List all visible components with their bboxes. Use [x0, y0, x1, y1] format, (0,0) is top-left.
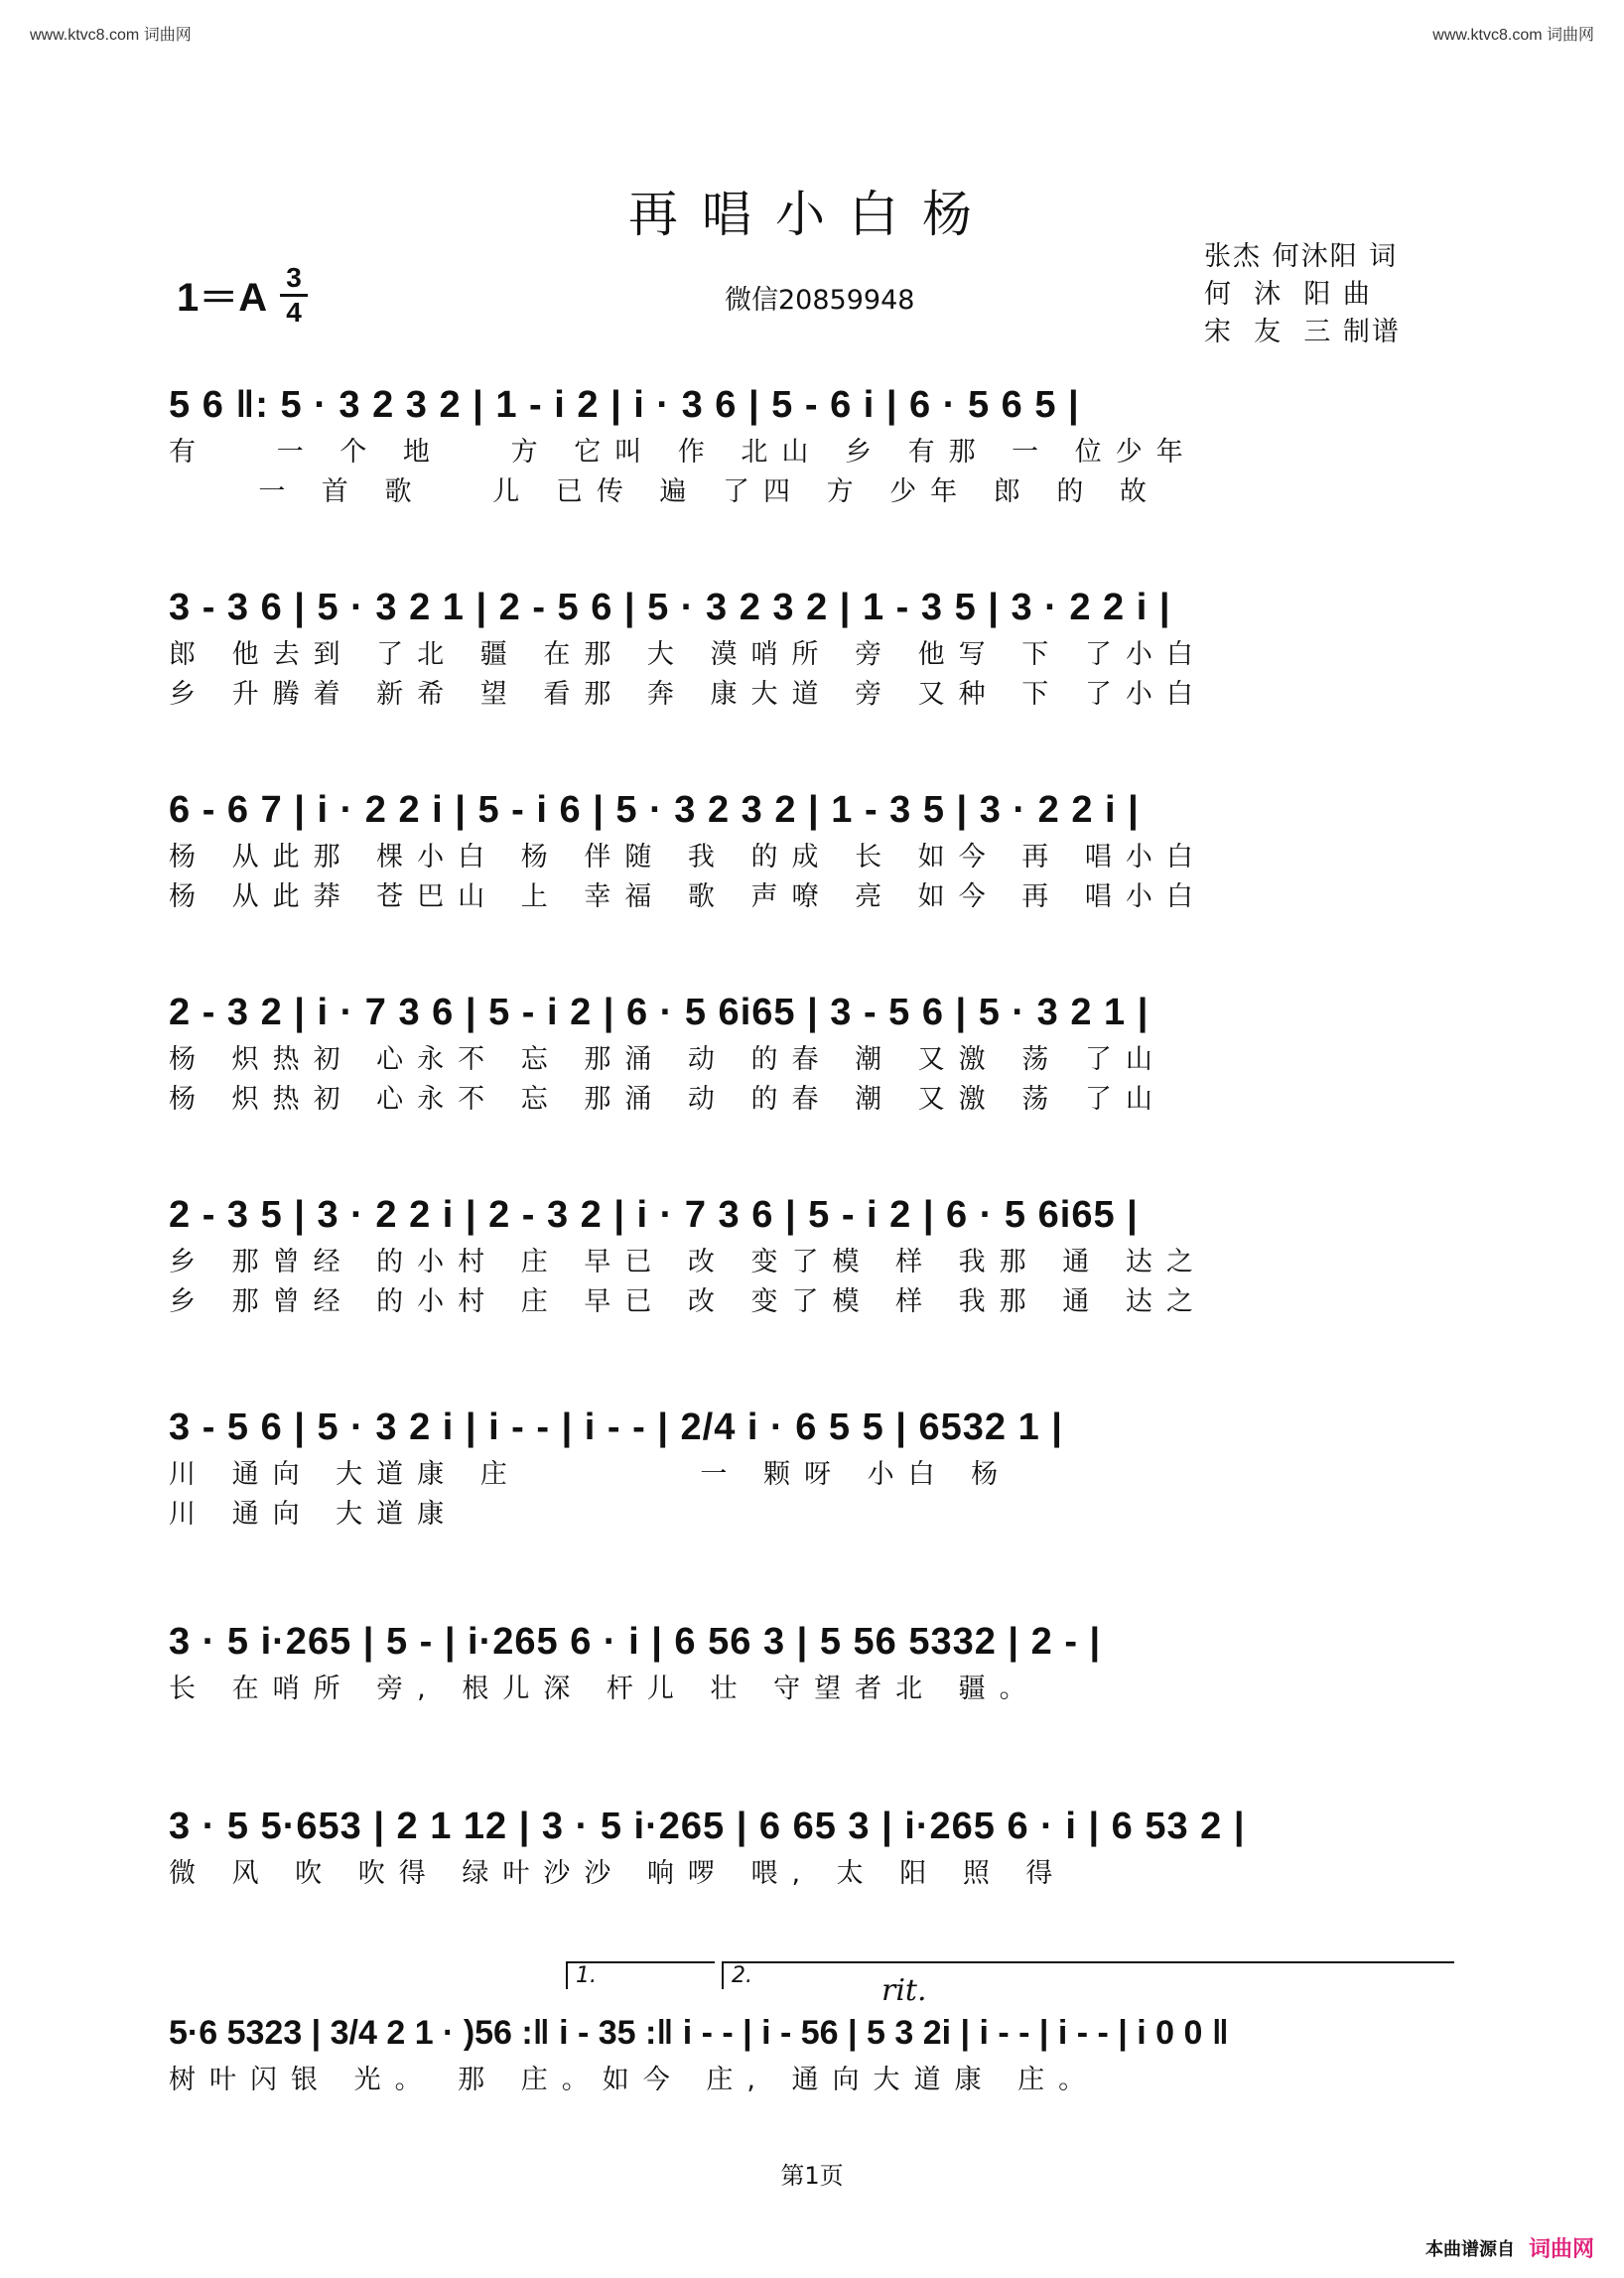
system-notes: 2 - 3 2 | i · 7 3 6 | 5 - i 2 | 6 · 5 6i65 | 3 - 5 6 | 5 · 3 2 1 |: [169, 992, 1150, 1033]
lyric-verse-2: 乡 那曾经 的小村 庄 早已 改 变了模 样 我那 通 达之: [169, 1286, 1207, 1317]
score-system-2: [169, 580, 1459, 715]
left-watermark-strip: [2, 20, 12, 2258]
score-system-1: [169, 377, 1459, 512]
lyric-verse-2: 川 通向 大道康: [169, 1499, 459, 1530]
system-notes: 3 - 5 6 | 5 · 3 2 i | i - - | i - - | 2/4 i · 6 5 5 | 6532 1 |: [169, 1407, 1063, 1448]
site-logo[interactable]: 词曲网: [1528, 2237, 1594, 2262]
lyric-line: 微 风 吹 吹得 绿叶沙沙 响啰 喂, 太 阳 照 得: [169, 1858, 1067, 1889]
lyric-verse-1: 乡 那曾经 的小村 庄 早已 改 变了模 样 我那 通 达之: [169, 1247, 1207, 1277]
volta-first-ending: 1.: [566, 1961, 715, 1989]
wechat-id: 微信20859948: [725, 285, 915, 316]
lyric-verse-2: 一 首 歌 儿 已传 遍 了四 方 少年 郎 的 故: [169, 476, 1160, 507]
score-system-9: [169, 2005, 1459, 2100]
credit-composer: 何 沐 阳 曲: [1204, 279, 1372, 310]
score-system-5: [169, 1187, 1459, 1322]
key-signature: 1＝A: [177, 276, 268, 320]
time-sig-top: 3: [286, 262, 302, 293]
system-notes: 3 · 5 5·653 | 2 1 12 | 3 · 5 i·265 | 6 65 3 | i·265 6 · i | 6 53 2 |: [169, 1806, 1246, 1847]
score-system-3: [169, 782, 1459, 917]
system-notes: 3 - 3 6 | 5 · 3 2 1 | 2 - 5 6 | 5 · 3 2 3 2 | 1 - 3 5 | 3 · 2 2 i |: [169, 587, 1171, 628]
time-signature: [280, 264, 308, 327]
time-sig-bottom: 4: [286, 297, 302, 328]
lyric-line: 长 在哨所 旁, 根儿深 杆儿 壮 守望者北 疆。: [169, 1674, 1040, 1704]
right-watermark-strip: [1612, 20, 1622, 2258]
volta-second-ending: 2.: [722, 1961, 1454, 1989]
lyric-line: 树叶闪银 光。 那 庄。如今 庄, 通向大道康 庄。: [169, 2065, 1100, 2095]
header-site-left[interactable]: www.ktvc8.com 词曲网: [30, 27, 192, 44]
score-system-6: [169, 1400, 1459, 1535]
system-notes: 3 · 5 i·265 | 5 - | i·265 6 · i | 6 56 3 | 5 56 5332 | 2 - |: [169, 1621, 1102, 1663]
song-title: 再唱小白杨: [628, 186, 996, 243]
page-number: 第1页: [780, 2162, 844, 2190]
score-system-8: [169, 1799, 1459, 1894]
lyric-verse-1: 有 一 个 地 方 它叫 作 北山 乡 有那 一 位少年: [169, 437, 1197, 468]
system-notes: 6 - 6 7 | i · 2 2 i | 5 - i 6 | 5 · 3 2 3 2 | 1 - 3 5 | 3 · 2 2 i |: [169, 789, 1140, 831]
score-system-4: [169, 985, 1459, 1120]
lyric-verse-2: 乡 升腾着 新希 望 看那 奔 康大道 旁 又种 下 了小白: [169, 679, 1207, 710]
lyric-verse-1: 杨 炽热初 心永不 忘 那涌 动 的春 潮 又激 荡 了山: [169, 1044, 1166, 1075]
credits: [1204, 238, 1401, 351]
credit-lyricist: 张杰 何沐阳 词: [1204, 241, 1399, 272]
credit-transcriber: 宋 友 三 制谱: [1204, 317, 1401, 347]
system-notes: 5·6 5323 | 3/4 2 1 · )56 :‖ i - 35 :‖ i - - | i - 56 | 5 3 2i | i - - | i - - | i 0 0 ‖: [169, 2014, 1229, 2052]
header-site-right[interactable]: www.ktvc8.com 词曲网: [1432, 27, 1594, 44]
source-note: 本曲谱源自: [1425, 2239, 1515, 2260]
ritardando-mark: rit.: [881, 1973, 927, 2008]
lyric-verse-1: 川 通向 大道康 庄 一 颗呀 小白 杨: [169, 1459, 1013, 1490]
score-system-7: [169, 1614, 1459, 1709]
lyric-verse-2: 杨 从此莽 苍巴山 上 幸福 歌 声嘹 亮 如今 再 唱小白: [169, 881, 1207, 912]
lyric-verse-1: 杨 从此那 棵小白 杨 伴随 我 的成 长 如今 再 唱小白: [169, 842, 1207, 872]
lyric-verse-1: 郎 他去到 了北 疆 在那 大 漠哨所 旁 他写 下 了小白: [169, 639, 1207, 670]
system-notes: 5 6 ‖: 5 · 3 2 3 2 | 1 - i 2 | i · 3 6 | 5 - 6 i | 6 · 5 6 5 |: [169, 384, 1080, 426]
lyric-verse-2: 杨 炽热初 心永不 忘 那涌 动 的春 潮 又激 荡 了山: [169, 1084, 1166, 1115]
system-notes: 2 - 3 5 | 3 · 2 2 i | 2 - 3 2 | i · 7 3 6 | 5 - i 2 | 6 · 5 6i65 |: [169, 1194, 1139, 1236]
